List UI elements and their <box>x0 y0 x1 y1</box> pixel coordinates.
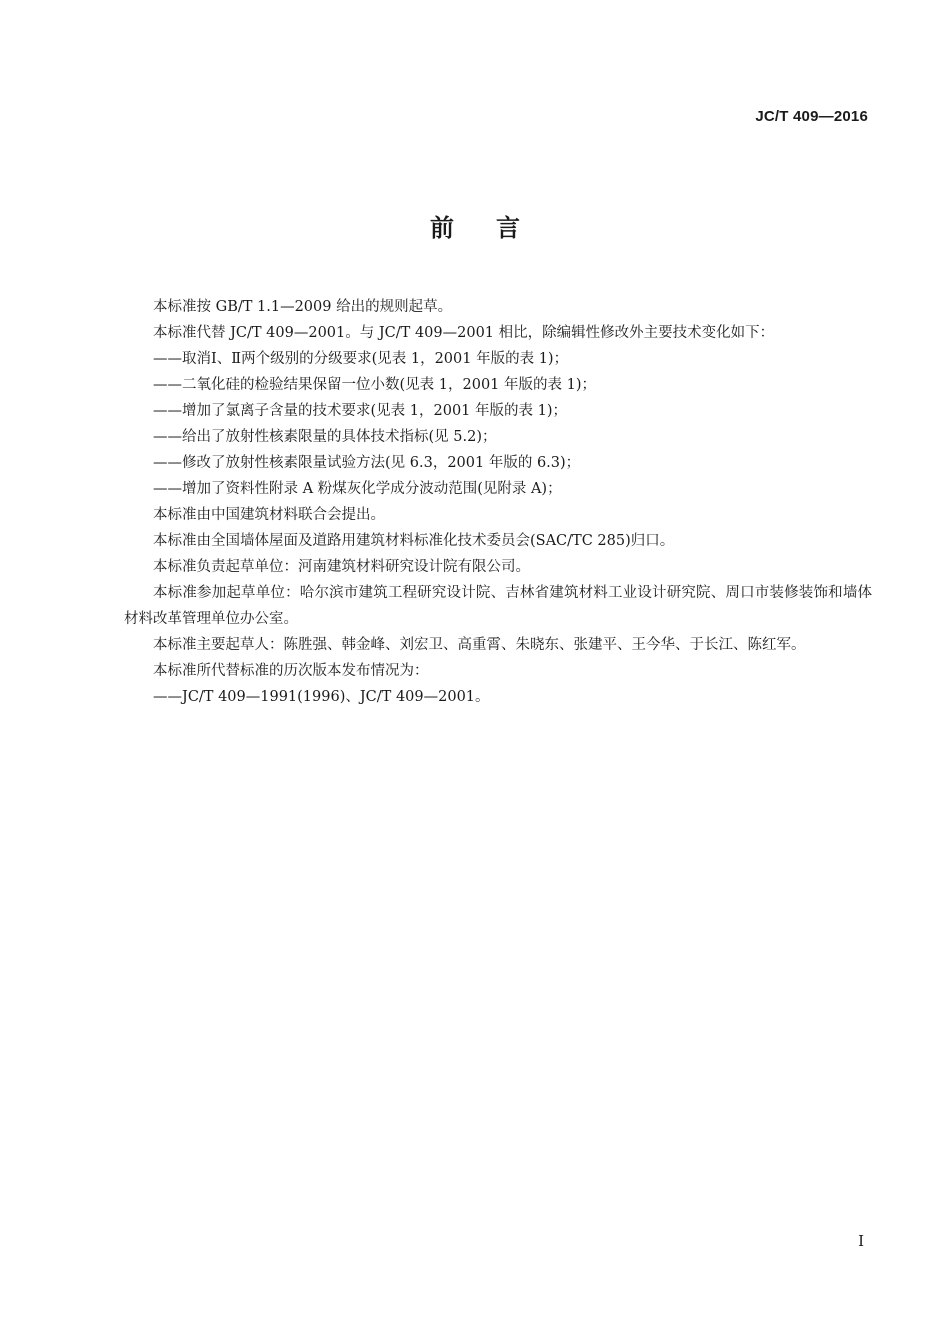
proposed-by-paragraph: 本标准由中国建筑材料联合会提出。 <box>153 507 385 523</box>
change-item: ——二氧化硅的检验结果保留一位小数(见表 1，2001 年版的表 1)； <box>153 377 596 393</box>
centralized-by-paragraph: 本标准由全国墙体屋面及道路用建筑材料标准化技术委员会(SAC/TC 285)归口。 <box>153 533 675 549</box>
standard-code: JC/T 409—2016 <box>755 108 868 125</box>
change-item: ——增加了氯离子含量的技术要求(见表 1，2001 年版的表 1)； <box>153 403 567 419</box>
history-intro-paragraph: 本标准所代替标准的历次版本发布情况为： <box>153 663 429 679</box>
change-item: ——给出了放射性核素限量的具体技术指标(见 5.2)； <box>153 429 497 445</box>
change-item: ——取消Ⅰ、Ⅱ两个级别的分级要求(见表 1，2001 年版的表 1)； <box>153 351 569 367</box>
drafting-rules-paragraph: 本标准按 GB/T 1.1—2009 给出的规则起草。 <box>153 299 453 315</box>
participating-units-paragraph: 本标准参加起草单位：哈尔滨市建筑工程研究设计院、吉林省建筑材料工业设计研究院、周口市装修装饰和墙体材料改革管理单位办公室。 <box>124 585 872 627</box>
foreword-body <box>124 294 872 710</box>
change-item: ——增加了资料性附录 A 粉煤灰化学成分波动范围(见附录 A)； <box>153 481 562 497</box>
change-item: ——修改了放射性核素限量试验方法(见 6.3，2001 年版的 6.3)； <box>153 455 581 471</box>
main-drafters-paragraph: 本标准主要起草人：陈胜强、韩金峰、刘宏卫、高重霄、朱晓东、张建平、王今华、于长江、陈红军。 <box>153 637 806 653</box>
replaces-paragraph: 本标准代替 JC/T 409—2001。与 JC/T 409—2001 相比，除编辑性修改外主要技术变化如下： <box>153 325 775 341</box>
page-title: 前言 <box>430 214 562 242</box>
responsible-unit-paragraph: 本标准负责起草单位：河南建筑材料研究设计院有限公司。 <box>153 559 530 575</box>
history-item: ——JC/T 409—1991(1996)、JC/T 409—2001。 <box>153 689 490 705</box>
page-number: I <box>858 1232 864 1250</box>
